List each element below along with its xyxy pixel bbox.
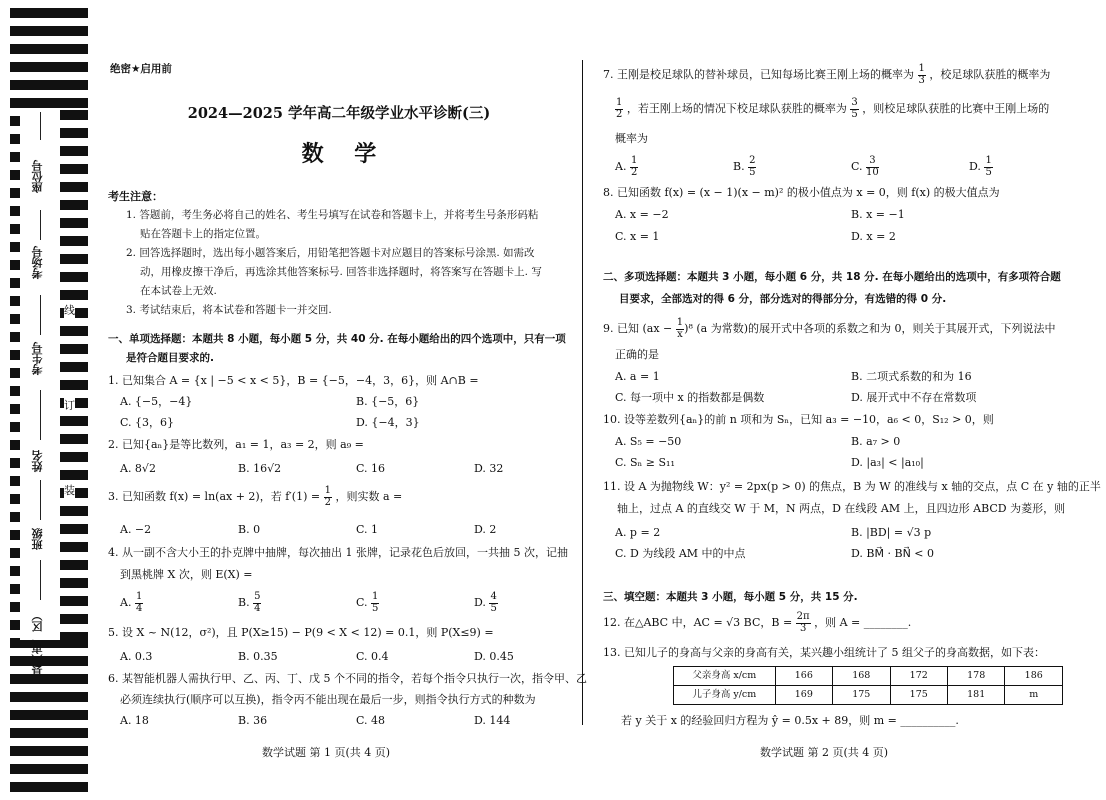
- examinee-label: 考生号: [31, 342, 44, 375]
- column-divider: [582, 60, 583, 725]
- table-cell: 186: [1005, 667, 1063, 686]
- q7-frac1: [918, 64, 926, 86]
- q8-option-b: B. x = −1: [851, 208, 905, 221]
- q11-stem: 11. 设 A 为抛物线 W：y² = 2px(p > 0) 的焦点，B 为 W 的准线与 x 轴的交点，点 C 在 y 轴的正半: [603, 480, 1101, 493]
- q7-b-den: 5: [749, 166, 756, 178]
- q1-option-b: B. {−5，6}: [356, 395, 420, 408]
- secret-mark: 绝密★启用前: [110, 63, 172, 75]
- q7-a-label: A.: [615, 160, 627, 173]
- q9-expr-frac: [676, 318, 684, 340]
- q4-option-d: [474, 592, 498, 614]
- q9-stem-b: (a 为常数)的展开式中各项的系数之和为 0，则关于其展开式，下列说法中: [696, 322, 1056, 335]
- q7-c-label: C.: [851, 160, 863, 173]
- q7-frac1-num: 1: [918, 63, 925, 74]
- q3-frac-num: 1: [324, 485, 331, 496]
- q10-stem: 10. 设等差数列{aₙ}的前 n 项和为 Sₙ，已知 a₃ = −10，a₆ < 0，S₁₂ > 0，则: [603, 413, 994, 426]
- q7-d-label: D.: [969, 160, 981, 173]
- cut-mark-bind: 订: [64, 395, 75, 415]
- q2-stem: 2. 已知{aₙ}是等比数列，a₁ = 1，a₃ = 2，则 a₉ =: [108, 438, 364, 451]
- q7-c-den: 10: [866, 166, 879, 178]
- q8-option-d: D. x = 2: [851, 230, 896, 243]
- q4-stem: 4. 从一副不含大小王的扑克牌中抽牌，每次抽出 1 张牌，记录花色后放回，一共抽 5 次，记抽: [108, 546, 568, 559]
- q4-b-frac: [253, 592, 261, 614]
- notice-heading: 考生注意：: [108, 190, 163, 203]
- q4-a-label: A.: [120, 596, 132, 609]
- section2-heading-cont: 目要求，全部选对的得 6 分，部分选对的得部分分，有选错的得 0 分.: [619, 293, 947, 305]
- q13-after: 若 y 关于 x 的经验回归方程为 ŷ = 0.5x + 89，则 m = __________.: [621, 714, 959, 727]
- q4-d-den: 5: [490, 602, 497, 614]
- q7-a-num: 1: [630, 155, 638, 166]
- q9-frac-den: x: [677, 328, 683, 340]
- q5-option-b: B. 0.35: [238, 650, 278, 663]
- q4-a-num: 1: [135, 591, 143, 602]
- q4-c-den: 5: [372, 602, 379, 614]
- q4-option-a: [120, 592, 143, 614]
- q13-data-table: [673, 666, 1063, 705]
- table-cell: 178: [947, 667, 1004, 686]
- class-label: 班级: [31, 528, 44, 550]
- q4-stem-cont: 到黑桃牌 X 次，则 E(X) =: [120, 568, 253, 581]
- q5-option-c: C. 0.4: [356, 650, 389, 663]
- notice-item: 在本试卷上无效.: [140, 285, 217, 297]
- notice-item: 2. 回答选择题时，选出每小题答案后，用铅笔把答题卡对应题目的答案标号涂黑. 如需改: [126, 247, 535, 259]
- q9-option-b: B. 二项式系数的和为 16: [851, 370, 972, 383]
- county-underline: [40, 560, 41, 600]
- q4-c-frac: [371, 592, 379, 614]
- q12-stem: [603, 612, 911, 634]
- table-row-label: 儿子身高 y/cm: [674, 686, 776, 705]
- q7-b-num: 2: [749, 155, 756, 166]
- cut-mark-pack: 装: [64, 480, 75, 500]
- notice-item: 贴在答题卡上的指定位置。: [140, 228, 266, 240]
- table-cell: 166: [775, 667, 832, 686]
- q7-a-den: 2: [630, 166, 638, 178]
- q7-line1: [603, 64, 1050, 86]
- q9-option-a: A. a = 1: [615, 370, 660, 383]
- q2-option-b: B. 16√2: [238, 462, 282, 475]
- q1-option-c: C. {3，6}: [120, 416, 175, 429]
- table-row-label: 父亲身高 x/cm: [674, 667, 776, 686]
- table-row: [674, 667, 1063, 686]
- q6-option-a: A. 18: [120, 714, 149, 727]
- q3-frac-den: 2: [324, 496, 331, 508]
- q6-option-c: C. 48: [356, 714, 386, 727]
- q2-option-a: A. 8√2: [120, 462, 156, 475]
- q7-b-frac: [748, 156, 756, 178]
- q7-l1-text-b: ，校足球队获胜的概率为: [929, 68, 1051, 81]
- q7-frac1-den: 3: [918, 74, 925, 86]
- q4-b-num: 5: [254, 591, 261, 602]
- table-cell: m: [1005, 686, 1063, 705]
- q4-d-num: 4: [490, 591, 497, 602]
- q10-option-b: B. a₇ > 0: [851, 435, 901, 448]
- q5-stem: 5. 设 X ~ N(12，σ²)，且 P(X≥15) − P(9 < X < 12) = 0.1，则 P(X≤9) =: [108, 626, 494, 639]
- q7-frac3-den: 5: [851, 108, 858, 120]
- seat-underline: [40, 112, 41, 140]
- q12-frac-num: 2π: [796, 611, 810, 622]
- q7-l2-text-b: ，则校足球队获胜的比赛中王刚上场的: [862, 102, 1050, 115]
- q9-stem: [603, 318, 1056, 340]
- q3-option-a: A. −2: [120, 523, 152, 536]
- q7-frac2-num: 1: [616, 97, 623, 108]
- q3-stem-a: 3. 已知函数 f(x) = ln(ax + 2)，若 f′(1) =: [108, 490, 321, 503]
- q3-fraction: [324, 486, 332, 508]
- q9-option-c: C. 每一项中 x 的指数都是偶数: [615, 391, 765, 404]
- q6-stem-cont: 必须连续执行(顺序可以互换)，指令丙不能出现在最后一步，则指令执行方式的种数为: [120, 693, 536, 706]
- q13-table-wrap: [673, 666, 1063, 705]
- q7-l1-text: 7. 王刚是校足球队的替补球员，已知每场比赛王刚上场的概率为: [603, 68, 914, 81]
- q6-stem: 6. 某智能机器人需执行甲、乙、丙、丁、戊 5 个不同的指令，若每个指令只执行一次，指令甲、乙: [108, 672, 587, 685]
- q7-frac3-num: 3: [851, 97, 858, 108]
- q9-stem-a: 9. 已知: [603, 322, 639, 335]
- class-underline: [40, 480, 41, 520]
- q3-option-c: C. 1: [356, 523, 379, 536]
- q11-option-b: B. |BD| = √3 p: [851, 526, 932, 539]
- q7-d-den: 5: [985, 166, 992, 178]
- q7-d-num: 1: [985, 155, 992, 166]
- footer-page-2: 数学试题 第 2 页(共 4 页): [760, 746, 889, 759]
- table-cell: 169: [775, 686, 832, 705]
- q3-stem: [108, 486, 402, 508]
- q5-option-a: A. 0.3: [120, 650, 153, 663]
- q1-stem: 1. 已知集合 A = {x | −5 < x < 5}，B = {−5，−4，3，6}，则 A∩B =: [108, 374, 479, 387]
- table-row: [674, 686, 1063, 705]
- notice-item: 3. 考试结束后，将本试卷和答题卡一并交回.: [126, 304, 332, 316]
- table-cell: 175: [833, 686, 890, 705]
- q4-c-num: 1: [372, 591, 379, 602]
- table-cell: 175: [890, 686, 947, 705]
- q2-option-d: D. 32: [474, 462, 504, 475]
- q7-c-num: 3: [866, 156, 879, 168]
- county-label: 县（市、区）: [31, 610, 44, 676]
- q11-option-a: A. p = 2: [615, 526, 661, 539]
- q7-a-frac: [630, 156, 638, 178]
- q9-stem-cont: 正确的是: [615, 348, 659, 361]
- q7-line3: 概率为: [615, 132, 648, 145]
- footer-page-1: 数学试题 第 1 页(共 4 页): [262, 746, 391, 759]
- q7-c-frac: [866, 156, 879, 178]
- q4-d-label: D.: [474, 596, 486, 609]
- q6-option-d: D. 144: [474, 714, 511, 727]
- q11-option-c: C. D 为线段 AM 中的中点: [615, 547, 746, 560]
- notice-item: 1. 答题前，考生务必将自己的姓名、考生号填写在试卷和答题卡上，并将考生号条形码粘: [126, 209, 539, 221]
- q7-option-a: [615, 156, 638, 178]
- barcode-stripes-inner: [60, 110, 88, 640]
- q11-stem-cont: 轴上，过点 A 的直线交 W 于 M，N 两点，D 在线段 AM 上，且四边形 ABCD 为菱形，则: [617, 502, 1066, 515]
- section2-heading: 二、多项选择题：本题共 3 小题，每小题 6 分，共 18 分. 在每小题给出的选项中，有多项符合题: [603, 271, 1061, 283]
- q9-option-d: D. 展开式中不存在常数项: [851, 391, 977, 404]
- q4-b-label: B.: [238, 596, 250, 609]
- q8-option-c: C. x = 1: [615, 230, 660, 243]
- q4-b-den: 4: [254, 602, 261, 614]
- q5-option-d: D. 0.45: [474, 650, 514, 663]
- q3-stem-b: ，则实数 a =: [335, 490, 403, 503]
- q4-option-c: [356, 592, 379, 614]
- cut-mark-line: 线: [64, 300, 75, 320]
- room-label: 考场号: [31, 246, 44, 279]
- q10-option-c: C. Sₙ ≥ S₁₁: [615, 456, 675, 469]
- q10-option-a: A. S₅ = −50: [615, 435, 682, 448]
- q8-option-a: A. x = −2: [615, 208, 669, 221]
- q11-option-d: D. BM⃗ · BN⃗ < 0: [851, 547, 935, 560]
- section3-heading: 三、填空题：本题共 3 小题，每小题 5 分，共 15 分.: [603, 591, 858, 603]
- q7-frac2: [615, 98, 623, 120]
- q9-frac-num: 1: [676, 317, 684, 328]
- section1-heading-cont: 是符合题目要求的.: [126, 352, 214, 364]
- q1-option-a: A. {−5，−4}: [120, 395, 193, 408]
- q9-expr: (ax −: [642, 322, 673, 335]
- room-underline: [40, 210, 41, 240]
- q7-b-label: B.: [733, 160, 745, 173]
- q4-d-frac: [489, 592, 497, 614]
- q4-a-frac: [135, 592, 143, 614]
- q9-expr-b: )⁸: [684, 322, 693, 335]
- q13-stem: 13. 已知儿子的身高与父亲的身高有关，某兴趣小组统计了 5 组父子的身高数据，如下表：: [603, 646, 1045, 659]
- q2-option-c: C. 16: [356, 462, 386, 475]
- q3-option-b: B. 0: [238, 523, 261, 536]
- q7-d-frac: [984, 156, 992, 178]
- q7-frac3: [850, 98, 858, 120]
- q7-frac2-den: 2: [616, 108, 623, 120]
- q6-option-b: B. 36: [238, 714, 268, 727]
- q12-frac-den: 3: [799, 622, 807, 634]
- exam-title: 2024—2025 学年高二年级学业水平诊断(三): [187, 105, 491, 122]
- notice-item: 动，用橡皮擦干净后，再选涂其他答案标号. 回答非选择题时，将答案写在答题卡上. 写: [140, 266, 542, 278]
- q12-stem-a: 12. 在△ABC 中，AC = √3 BC，B =: [603, 616, 793, 629]
- subject-title: 数 学: [301, 142, 377, 167]
- q12-frac: [796, 612, 811, 634]
- q7-option-c: [851, 156, 879, 178]
- seat-label: 座位号: [31, 160, 44, 193]
- q10-option-d: D. |a₃| < |a₁₀|: [851, 456, 924, 469]
- table-cell: 172: [890, 667, 947, 686]
- table-cell: 181: [947, 686, 1004, 705]
- q12-stem-b: ，则 A = ________.: [814, 616, 912, 629]
- q3-option-d: D. 2: [474, 523, 497, 536]
- section1-heading: 一、单项选择题：本题共 8 小题，每小题 5 分，共 40 分. 在每小题给出的四个选项中，只有一项: [108, 333, 566, 345]
- table-cell: 168: [833, 667, 890, 686]
- q1-option-d: D. {−4，3}: [356, 416, 420, 429]
- q8-stem: 8. 已知函数 f(x) = (x − 1)(x − m)² 的极小值点为 x = 0，则 f(x) 的极大值点为: [603, 186, 1000, 199]
- q7-option-b: [733, 156, 756, 178]
- name-label: 姓名: [31, 450, 44, 472]
- q7-option-d: [969, 156, 993, 178]
- q7-l2-text: ，若王刚上场的情况下校足球队获胜的概率为: [626, 102, 847, 115]
- q4-a-den: 4: [135, 602, 143, 614]
- examinee-underline: [40, 295, 41, 335]
- name-underline: [40, 390, 41, 440]
- q7-line2: [615, 98, 1049, 120]
- q4-option-b: [238, 592, 261, 614]
- q4-c-label: C.: [356, 596, 368, 609]
- binding-strip: [0, 0, 90, 800]
